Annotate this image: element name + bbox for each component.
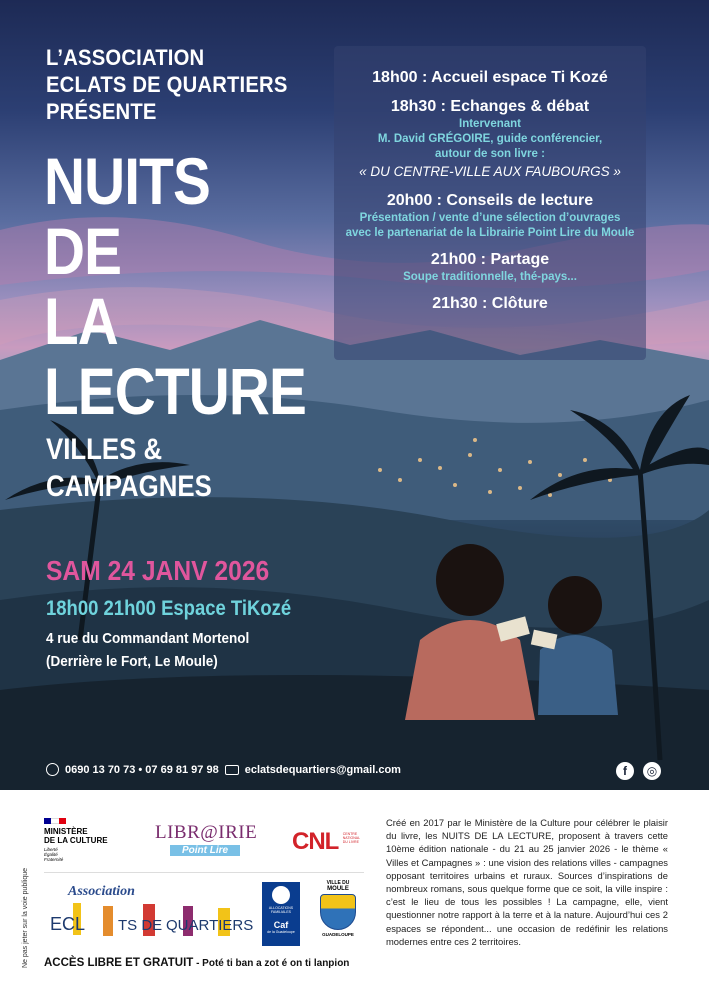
association-script: Association [68,884,135,899]
association-line-2: ECLATS DE QUARTIERS [46,72,288,97]
program-item-3: 20h00 : Conseils de lecture [386,192,594,209]
librairie-logo [155,822,258,856]
ville-line-2: MOULE [327,886,349,892]
event-title [44,146,349,426]
caf-logo [262,882,300,946]
contact-bar [46,763,401,776]
association-line-1: L’ASSOCIATION [46,45,205,70]
subtitle-line-1: VILLES & [46,433,163,466]
caf-line-2: Caf [273,920,289,930]
title-line-3: LA [44,284,118,358]
eclats-wordmark [48,900,254,942]
cnl-logo [292,828,361,856]
ville-line-3: GUADELOUPE [322,932,354,937]
subtitle-line-2: CAMPAGNES [46,470,212,503]
ministere-motto-1: Liberté [44,847,58,852]
program-item-4: 21h00 : Partage [430,251,550,268]
librairie-bottom: Point Lire [170,845,240,856]
ministere-culture-logo [44,818,134,862]
contact-email[interactable]: eclatsdequartiers@gmail.com [244,763,401,776]
svg-text:TS DE: TS DE [118,917,163,934]
program-item-2-book: « DU CENTRE-VILLE AUX FAUBOURGS » [359,164,621,179]
program-item-5: 21h30 : Clôture [432,295,548,312]
divider [44,872,364,873]
association-line-3: PRÉSENTE [46,99,157,124]
caf-line-1: ALLOCATIONS FAMILIALES [268,906,294,914]
ville-du-moule-logo [313,880,363,937]
facebook-icon[interactable]: f [616,762,634,780]
program-item-2: 18h30 : Echanges & débat [390,98,590,115]
program-item-2-note-3: autour de son livre : [435,148,545,160]
title-line-1: NUITS [44,144,210,218]
sponsors-footer [0,790,709,992]
free-access-bold: ACCÈS LIBRE ET GRATUIT [44,957,194,969]
librairie-top: LIBR@IRIE [155,822,258,843]
program-item-3-note-2: avec le partenariat de la Librairie Point Lire du Moule [345,227,635,239]
address-line-2: (Derrière le Fort, Le Moule) [46,653,218,670]
program-item-3-note-1: Présentation / vente d’une sélection d’ouvrages [359,212,621,224]
vertical-note: Ne pas jeter sur la voie publique [22,867,29,968]
moule-crest-icon [320,894,356,930]
program-item-4-note-1: Soupe traditionnelle, thé-pays... [403,271,577,283]
event-time-place: 18h00 21h00 Espace TiKozé [46,597,292,620]
program-item-2-note-2: M. David GRÉGOIRE, guide conférencier, [377,133,603,145]
program-panel [334,46,646,360]
program-item-1: 18h00 : Accueil espace Ti Kozé [372,69,608,86]
event-description: Créé en 2017 par le Ministère de la Culture pour célébrer le plaisir du livre, les NUITS DE LA LECTURE, proposent à travers cette 10ème édition nationale - du 21 au 25 janvier 2026 - le thème « Villes et Campagnes » : une vision des relations villes - campagnes opposant territoires urbains et ruraux. Sources d’inspirations de nombreux romans, sous quelque forme que ce soit, la ville inspire : c’est le lieu de tous les possibles ! La campagne, elle, vient questionner notre rapport à la terre et à la nature. Aujourd’hui ces 2 espaces se répondent... une occasion de redéfinir les relations modernes entre ces 2 territoires. [386,817,668,947]
free-access-line [44,957,349,969]
instagram-icon[interactable]: ◎ [643,762,661,780]
association-heading [46,44,309,125]
cnl-text: CNL [292,828,339,855]
caf-line-3: de la Guadeloupe [267,930,295,934]
ministere-motto-2: Égalité [44,852,58,857]
free-access-rest: - Poté ti ban a zot é on ti lanpion [193,958,350,969]
contact-phones: 0690 13 70 73 • 07 69 81 97 98 [65,763,219,776]
address-line-1: 4 rue du Commandant Mortenol [46,630,250,647]
ministere-line-1: MINISTÈRE [44,827,88,836]
svg-text:QUARTIERS: QUARTIERS [166,917,254,934]
ministere-line-2: DE LA CULTURE [44,836,108,845]
event-address [46,627,249,673]
phone-icon [46,763,59,776]
event-date: SAM 24 JANV 2026 [46,555,270,586]
program-item-2-note-1: Intervenant [459,118,521,130]
cnl-small: CENTRE NATIONAL DU LIVRE [342,832,360,844]
email-icon [225,765,239,775]
ministere-motto-3: Fraternité [44,857,64,862]
ville-line-1: VILLE DU [326,880,350,886]
title-line-2: DE [44,214,122,288]
event-subtitle [46,431,239,505]
title-line-4: LECTURE [44,354,307,428]
eclats-de-quartiers-logo [48,884,254,944]
svg-text:ECL: ECL [50,914,86,934]
